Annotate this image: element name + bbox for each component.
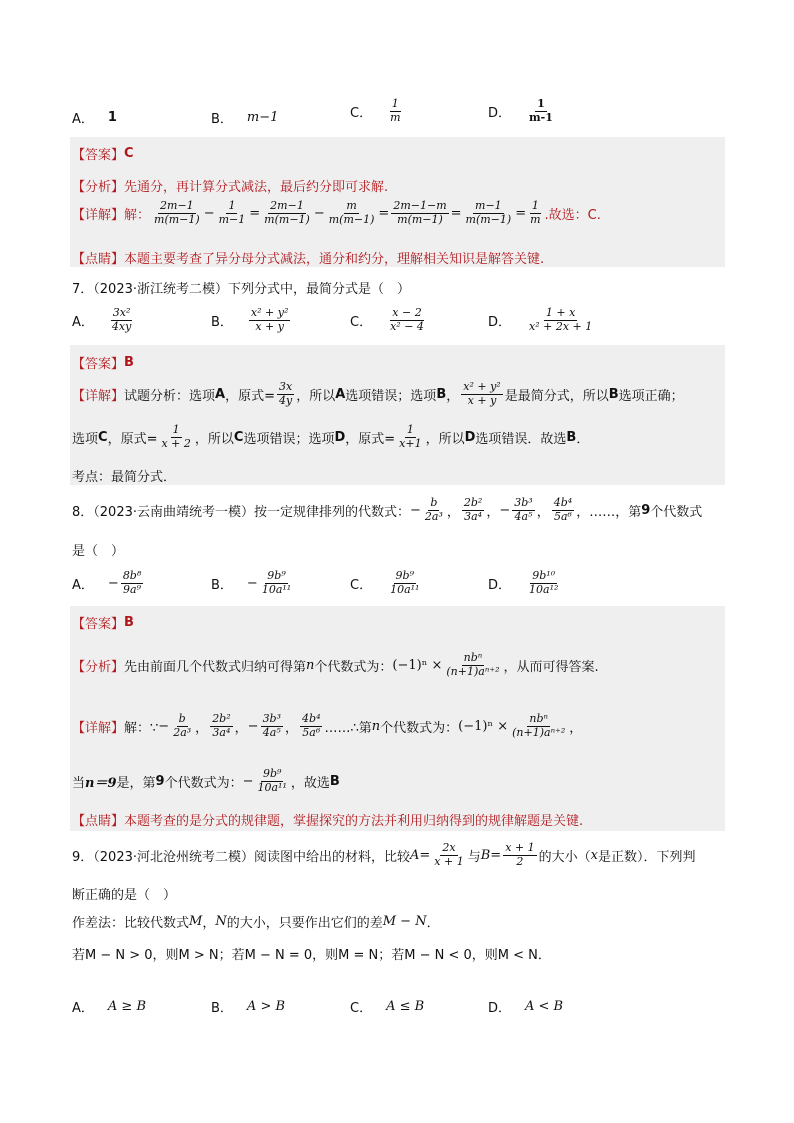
fraction: $\frac{\text{9b¹⁰}}{\text{10a¹²}}$: [529, 569, 559, 596]
prev-detail: 【详解】 解： $\frac{2m-1}{m(m-1)}$ − $\frac{1}{m-1}$ = $\frac{2m-1}{m(m-1)}$ − $\frac{m}{m(m-1)}$ = $\frac{2m-1-m}{m(m-1)}$ = $\frac{m-1}{m(m-1)}$ = $\frac{1}{m}$ .故选：C.: [72, 199, 601, 226]
q7-option-b: B． $\frac{\text{x² + y²}}{x + y}$: [211, 306, 289, 333]
prev-analysis: 【分析】 先通分，再计算分式减法，最后约分即可求解.: [72, 180, 389, 195]
fraction: $\frac{\text{3b³}}{\text{4a⁵}}$: [262, 712, 282, 739]
q8-conclusion: 当 n＝9 是，第 9 个代数式为： − $\frac{\text{9b⁹}}{\text{10a¹¹}}$ ，故选 B: [72, 767, 340, 794]
fraction: $\frac{2m-1}{m(m-1)}$: [154, 199, 200, 226]
q9-material-2: 若M − N > 0，则M > N；若M − N = 0，则M = N；若M − N < 0，则M < N．: [72, 948, 551, 963]
fraction: $\frac{\text{nbⁿ}}{\text{(n+1)aⁿ⁺²}}$: [512, 712, 566, 739]
q8-option-b: B． − $\frac{\text{9b⁹}}{\text{10a¹¹}}$: [211, 569, 292, 596]
fraction: $\frac{\text{8b⁸}}{\text{9a⁹}}$: [122, 569, 142, 596]
fraction: $\frac{\text{4b⁴}}{\text{5a⁶}}$: [302, 712, 321, 739]
fraction: $\frac{\text{3b³}}{\text{4a⁵}}$: [514, 496, 533, 523]
q7-kaodian: 考点：最简分式．: [72, 470, 177, 485]
fraction: $\frac{1}{m}$: [390, 97, 401, 124]
q8-comment: 【点睛】 本题考查的是分式的规律题，掌握探究的方法并利用归纳得到的规律解题是关键.: [72, 814, 584, 829]
q8-stem: 8．（2023·云南曲靖统考一模）按一定规律排列的代数式： − $\frac{b}{\text{2a³}}$ ， $\frac{\text{2b²}}{\text{3a⁴}}$ ， − $\frac{\text{3b³}}{\text{4a⁵}}$ ， $\frac{\text{4b⁴}}{\text{5a⁶}}$ ，……，第 9 个代数式: [72, 496, 703, 523]
fraction: $\frac{\text{x² + y²}}{x + y}$: [463, 380, 501, 407]
fraction: $\frac{1 + x}{\text{x² + 2x + 1}}$: [529, 306, 593, 333]
q9-option-a: A． A ≥ B: [72, 999, 147, 1016]
q7-solution-shade: [70, 345, 725, 485]
q9-option-c: C． A ≤ B: [350, 999, 425, 1016]
q7-detail-line1: 【详解】 试题分析：选项 A ，原式= $\frac{3x}{4y}$ ，所以 A 选项错误；选项 B ， $\frac{\text{x² + y²}}{x + y}$ 是最简分式，所以 B 选项正确；: [72, 380, 684, 407]
q8-stem-line2: 是（ ）: [72, 544, 125, 559]
fraction: $\frac{\text{2b²}}{\text{3a⁴}}$: [212, 712, 231, 739]
q8-detail: 【详解】 解：∵ − $\frac{b}{\text{2a³}}$ ， $\frac{\text{2b²}}{\text{3a⁴}}$ ， − $\frac{\text{3b³}}{\text{4a⁵}}$ ， $\frac{\text{4b⁴}}{\text{5a⁶}}$ ……∴第 n 个代数式为： (−1)ⁿ × $\frac{\text{nbⁿ}}{\text{(n+1)aⁿ⁺²}}$ ，: [72, 712, 583, 739]
fraction: $\frac{1}{x + 2}$: [161, 423, 191, 450]
fraction: $\frac{2m-1-m}{m(m-1)}$: [393, 199, 447, 226]
q8-option-c: C． $\frac{\text{9b⁹}}{\text{10a¹¹}}$: [350, 569, 420, 596]
fraction: $\frac{\text{3x²}}{4xy}$: [111, 306, 132, 333]
fraction: $\frac{1}{x+1}$: [399, 423, 422, 450]
q7-stem: 7．（2023·浙江统考二模）下列分式中，最简分式是（ ）: [72, 282, 410, 297]
q9-option-b: B． A > B: [211, 999, 286, 1016]
fraction: $\frac{x + 1}{2}$: [505, 841, 535, 868]
fraction: $\frac{\text{nbⁿ}}{\text{(n+1)aⁿ⁺²}}$: [446, 651, 500, 678]
fraction: $\frac{\text{9b⁹}}{\text{10a¹¹}}$: [390, 569, 420, 596]
q8-option-a: A． − $\frac{\text{8b⁸}}{\text{9a⁹}}$: [72, 569, 142, 596]
q7-answer: 【答案】 B: [72, 355, 134, 372]
prev-option-a: A． 1: [72, 110, 117, 127]
prev-answer: 【答案】 C: [72, 146, 134, 163]
q8-answer: 【答案】 B: [72, 615, 134, 632]
prev-option-c: C． $\frac{1}{m}$: [350, 97, 401, 124]
fraction: $\frac{1}{m-1}$: [218, 199, 246, 226]
q7-option-a: A． $\frac{\text{3x²}}{4xy}$: [72, 306, 132, 333]
q9-stem: 9．（2023·河北沧州统考二模）阅读图中给出的材料，比较 A = $\frac{2x}{x + 1}$ 与 B = $\frac{x + 1}{2}$ 的大小（ x 是正数）．下列判: [72, 841, 696, 868]
fraction: $\frac{\text{x² + y²}}{x + y}$: [250, 306, 289, 333]
fraction: $\frac{1}{m}$: [530, 199, 541, 226]
q9-option-d: D． A < B: [488, 999, 564, 1016]
fraction: $\frac{\text{9b⁹}}{\text{10a¹¹}}$: [257, 767, 287, 794]
fraction: $\frac{m-1}{m(m-1)}$: [465, 199, 512, 226]
fraction: $\frac{x - 2}{\text{x² − 4}}$: [390, 306, 424, 333]
q9-stem-line2: 断正确的是（ ）: [72, 888, 177, 903]
fraction: $\frac{1}{m-1}$: [529, 97, 553, 124]
fraction: $\frac{\text{2b²}}{\text{3a⁴}}$: [463, 496, 483, 523]
q7-option-d: D． $\frac{1 + x}{\text{x² + 2x + 1}}$: [488, 306, 593, 333]
fraction: $\frac{b}{\text{2a³}}$: [173, 712, 192, 739]
fraction: $\frac{\text{9b⁹}}{\text{10a¹¹}}$: [261, 569, 292, 596]
prev-option-b: B． m−1: [211, 110, 279, 127]
q8-option-d: D． $\frac{\text{9b¹⁰}}{\text{10a¹²}}$: [488, 569, 559, 596]
q7-detail-line2: 选项 C ，原式= $\frac{1}{x + 2}$ ，所以 C 选项错误；选项 D ，原式= $\frac{1}{x+1}$ ，所以 D 选项错误．故选 B ．: [72, 423, 590, 450]
fraction: $\frac{b}{\text{2a³}}$: [424, 496, 443, 523]
prev-option-d: D． $\frac{1}{m-1}$: [488, 97, 553, 124]
fraction: $\frac{2m-1}{m(m-1)}$: [264, 199, 310, 226]
fraction: $\frac{2x}{x + 1}$: [434, 841, 464, 868]
q7-option-c: C． $\frac{x - 2}{\text{x² − 4}}$: [350, 306, 424, 333]
q8-analysis: 【分析】 先由前面几个代数式归纳可得第 n 个代数式为： (−1)ⁿ × $\frac{\text{nbⁿ}}{\text{(n+1)aⁿ⁺²}}$ ，从而可得答案.: [72, 651, 599, 678]
fraction: $\frac{m}{m(m-1)}$: [328, 199, 375, 226]
q9-material-1: 作差法：比较代数式 M ， N 的大小，只要作出它们的差 M − N ．: [72, 914, 440, 931]
fraction: $\frac{\text{4b⁴}}{\text{5a⁶}}$: [553, 496, 573, 523]
fraction: $\frac{3x}{4y}$: [279, 380, 293, 407]
prev-comment: 【点睛】 本题主要考查了异分母分式减法，通分和约分，理解相关知识是解答关键.: [72, 252, 545, 267]
